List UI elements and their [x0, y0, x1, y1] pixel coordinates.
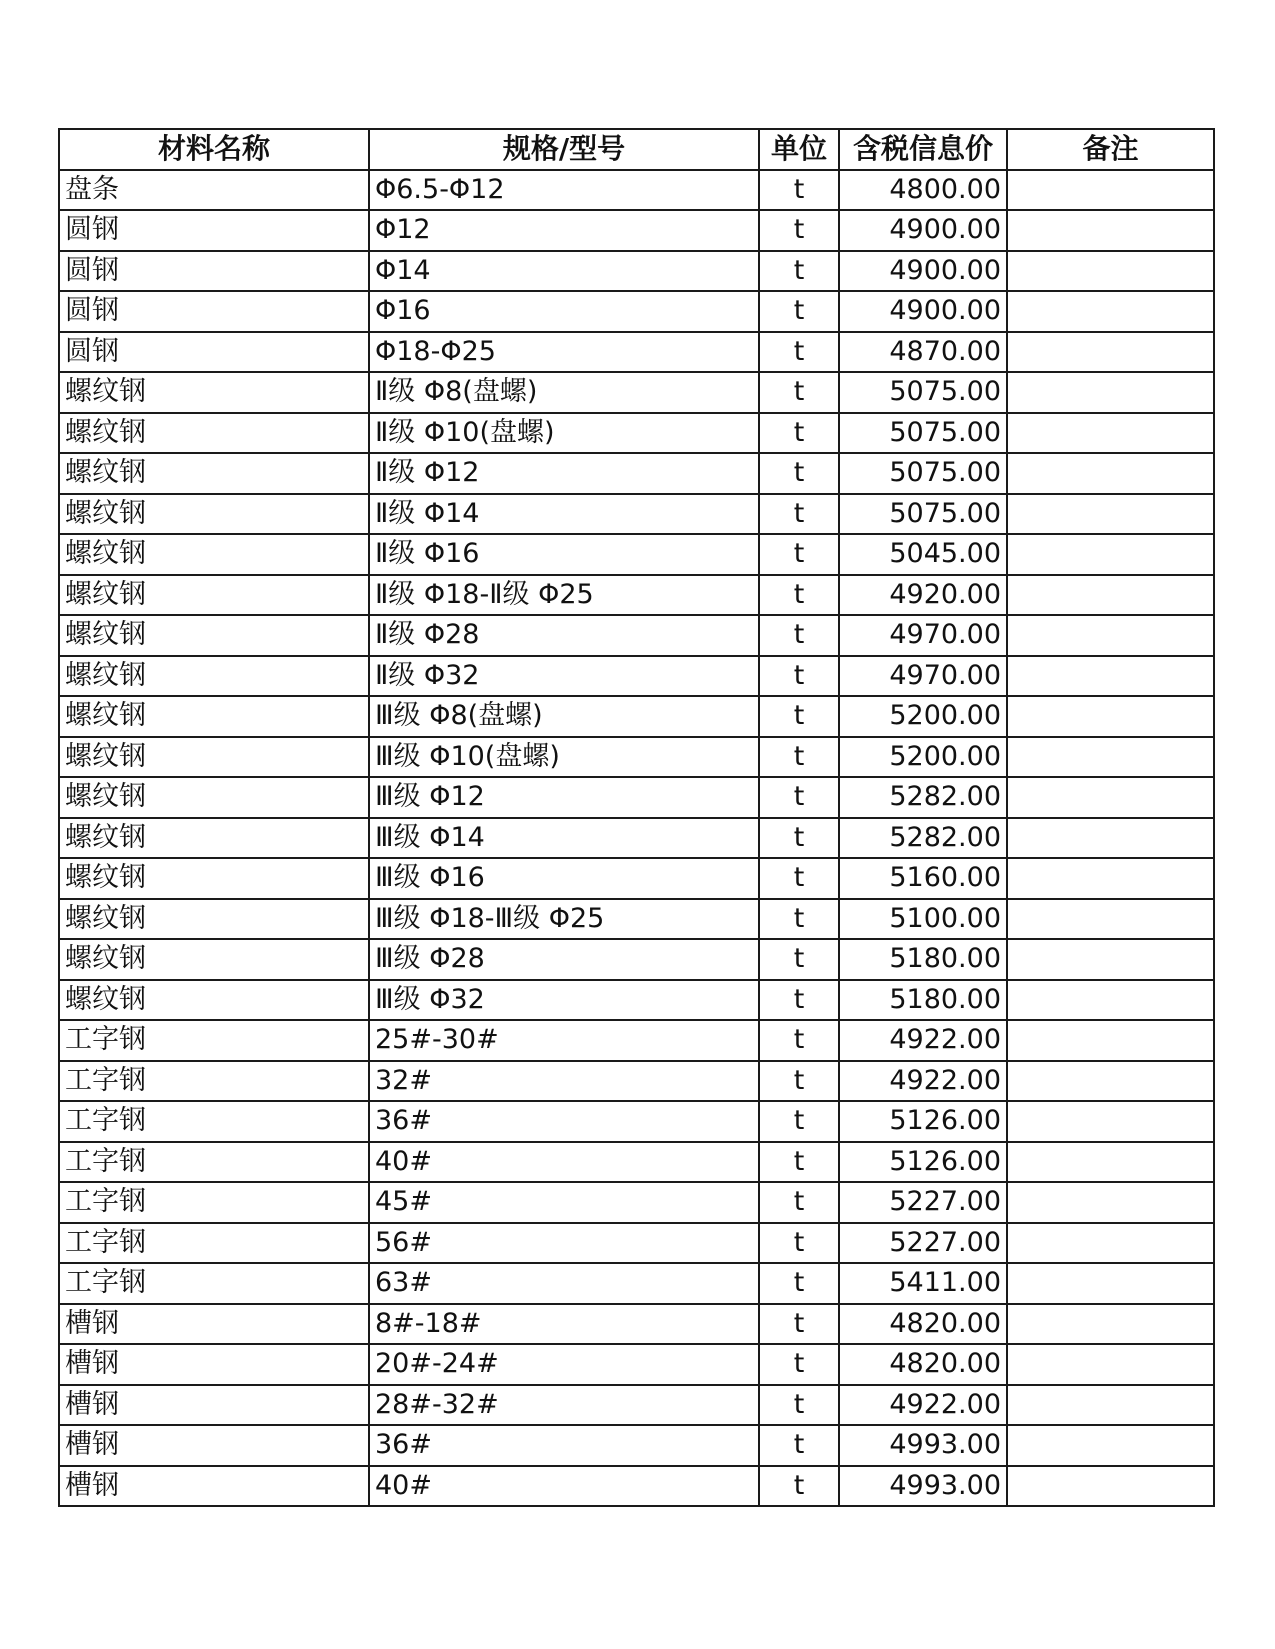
cell-note	[1007, 1466, 1214, 1507]
cell-spec-model: Ⅲ级 Φ10(盘螺)	[369, 737, 759, 778]
cell-unit: t	[759, 1061, 839, 1102]
cell-material-name: 螺纹钢	[59, 899, 369, 940]
cell-material-name: 槽钢	[59, 1385, 369, 1426]
cell-material-name: 工字钢	[59, 1020, 369, 1061]
cell-spec-model: Ⅱ级 Φ12	[369, 453, 759, 494]
table-row	[59, 980, 1214, 1021]
cell-price: 4900.00	[839, 210, 1007, 251]
cell-note	[1007, 980, 1214, 1021]
cell-unit: t	[759, 656, 839, 697]
cell-note	[1007, 858, 1214, 899]
table-row	[59, 1344, 1214, 1385]
table-row	[59, 332, 1214, 373]
cell-unit: t	[759, 1101, 839, 1142]
cell-unit: t	[759, 899, 839, 940]
cell-spec-model: Ⅱ级 Φ16	[369, 534, 759, 575]
cell-spec-model: Φ12	[369, 210, 759, 251]
cell-spec-model: Ⅲ级 Φ28	[369, 939, 759, 980]
cell-spec-model: Ⅲ级 Φ14	[369, 818, 759, 859]
table-row	[59, 210, 1214, 251]
cell-material-name: 圆钢	[59, 291, 369, 332]
cell-material-name: 圆钢	[59, 210, 369, 251]
cell-price: 4970.00	[839, 615, 1007, 656]
table-row	[59, 291, 1214, 332]
cell-material-name: 螺纹钢	[59, 777, 369, 818]
cell-spec-model: 8#-18#	[369, 1304, 759, 1345]
cell-material-name: 螺纹钢	[59, 818, 369, 859]
table-row	[59, 1142, 1214, 1183]
cell-note	[1007, 696, 1214, 737]
table-row	[59, 1182, 1214, 1223]
cell-note	[1007, 1182, 1214, 1223]
table-row	[59, 777, 1214, 818]
cell-material-name: 螺纹钢	[59, 372, 369, 413]
cell-unit: t	[759, 1020, 839, 1061]
table-row	[59, 453, 1214, 494]
cell-unit: t	[759, 210, 839, 251]
table-row	[59, 696, 1214, 737]
cell-material-name: 工字钢	[59, 1101, 369, 1142]
cell-spec-model: Ⅲ级 Φ18-Ⅲ级 Φ25	[369, 899, 759, 940]
table-row	[59, 1304, 1214, 1345]
cell-note	[1007, 332, 1214, 373]
cell-spec-model: 45#	[369, 1182, 759, 1223]
cell-material-name: 螺纹钢	[59, 696, 369, 737]
header-unit: 单位	[759, 129, 839, 170]
price-table	[58, 128, 1215, 1507]
cell-note	[1007, 494, 1214, 535]
cell-spec-model: 36#	[369, 1425, 759, 1466]
cell-price: 5227.00	[839, 1182, 1007, 1223]
table-row	[59, 1101, 1214, 1142]
cell-spec-model: 40#	[369, 1142, 759, 1183]
cell-material-name: 螺纹钢	[59, 939, 369, 980]
cell-note	[1007, 1304, 1214, 1345]
cell-note	[1007, 777, 1214, 818]
cell-price: 4993.00	[839, 1425, 1007, 1466]
cell-unit: t	[759, 696, 839, 737]
header-tax-included-price: 含税信息价	[839, 129, 1007, 170]
table-row	[59, 1020, 1214, 1061]
cell-price: 5227.00	[839, 1223, 1007, 1264]
cell-spec-model: Ⅱ级 Φ8(盘螺)	[369, 372, 759, 413]
cell-price: 5126.00	[839, 1142, 1007, 1183]
cell-unit: t	[759, 453, 839, 494]
cell-unit: t	[759, 939, 839, 980]
cell-spec-model: Φ14	[369, 251, 759, 292]
cell-material-name: 工字钢	[59, 1223, 369, 1264]
cell-price: 4820.00	[839, 1304, 1007, 1345]
cell-note	[1007, 1020, 1214, 1061]
cell-unit: t	[759, 1142, 839, 1183]
table-row	[59, 413, 1214, 454]
cell-unit: t	[759, 1263, 839, 1304]
cell-spec-model: 20#-24#	[369, 1344, 759, 1385]
cell-note	[1007, 291, 1214, 332]
cell-unit: t	[759, 575, 839, 616]
cell-price: 4922.00	[839, 1020, 1007, 1061]
cell-unit: t	[759, 372, 839, 413]
cell-price: 5200.00	[839, 696, 1007, 737]
table-row	[59, 1425, 1214, 1466]
cell-unit: t	[759, 251, 839, 292]
cell-spec-model: Ⅲ级 Φ8(盘螺)	[369, 696, 759, 737]
cell-note	[1007, 1142, 1214, 1183]
cell-material-name: 螺纹钢	[59, 413, 369, 454]
cell-unit: t	[759, 1385, 839, 1426]
cell-unit: t	[759, 818, 839, 859]
cell-price: 5180.00	[839, 980, 1007, 1021]
cell-material-name: 工字钢	[59, 1061, 369, 1102]
cell-note	[1007, 1101, 1214, 1142]
cell-material-name: 螺纹钢	[59, 494, 369, 535]
cell-spec-model: Ⅱ级 Φ28	[369, 615, 759, 656]
cell-note	[1007, 575, 1214, 616]
cell-unit: t	[759, 1425, 839, 1466]
cell-price: 4993.00	[839, 1466, 1007, 1507]
cell-unit: t	[759, 1304, 839, 1345]
table-row	[59, 1263, 1214, 1304]
cell-price: 5045.00	[839, 534, 1007, 575]
cell-price: 5075.00	[839, 453, 1007, 494]
table-row	[59, 939, 1214, 980]
cell-spec-model: 63#	[369, 1263, 759, 1304]
cell-price: 4900.00	[839, 291, 1007, 332]
cell-unit: t	[759, 980, 839, 1021]
table-row	[59, 494, 1214, 535]
cell-material-name: 槽钢	[59, 1304, 369, 1345]
cell-material-name: 槽钢	[59, 1344, 369, 1385]
header-spec-model: 规格/型号	[369, 129, 759, 170]
cell-unit: t	[759, 494, 839, 535]
cell-note	[1007, 1425, 1214, 1466]
table-row	[59, 615, 1214, 656]
table-row	[59, 575, 1214, 616]
cell-spec-model: Ⅱ级 Φ10(盘螺)	[369, 413, 759, 454]
cell-unit: t	[759, 413, 839, 454]
cell-material-name: 盘条	[59, 170, 369, 211]
cell-material-name: 工字钢	[59, 1263, 369, 1304]
cell-spec-model: 28#-32#	[369, 1385, 759, 1426]
cell-price: 4820.00	[839, 1344, 1007, 1385]
cell-spec-model: Φ6.5-Φ12	[369, 170, 759, 211]
cell-unit: t	[759, 1344, 839, 1385]
cell-spec-model: Ⅱ级 Φ32	[369, 656, 759, 697]
cell-unit: t	[759, 1182, 839, 1223]
table-row	[59, 1385, 1214, 1426]
header-note: 备注	[1007, 129, 1214, 170]
cell-price: 5180.00	[839, 939, 1007, 980]
cell-note	[1007, 899, 1214, 940]
table-header	[59, 129, 1214, 170]
table-row	[59, 251, 1214, 292]
cell-material-name: 螺纹钢	[59, 575, 369, 616]
cell-note	[1007, 534, 1214, 575]
cell-material-name: 螺纹钢	[59, 656, 369, 697]
cell-price: 5282.00	[839, 818, 1007, 859]
table-row	[59, 737, 1214, 778]
cell-price: 4870.00	[839, 332, 1007, 373]
cell-spec-model: 56#	[369, 1223, 759, 1264]
header-material-name: 材料名称	[59, 129, 369, 170]
cell-note	[1007, 818, 1214, 859]
cell-unit: t	[759, 858, 839, 899]
cell-spec-model: Ⅱ级 Φ14	[369, 494, 759, 535]
cell-material-name: 圆钢	[59, 332, 369, 373]
cell-spec-model: 40#	[369, 1466, 759, 1507]
table-row	[59, 1466, 1214, 1507]
cell-unit: t	[759, 737, 839, 778]
cell-spec-model: 32#	[369, 1061, 759, 1102]
cell-price: 4922.00	[839, 1061, 1007, 1102]
table-row	[59, 656, 1214, 697]
cell-unit: t	[759, 1223, 839, 1264]
cell-price: 5075.00	[839, 413, 1007, 454]
cell-price: 5282.00	[839, 777, 1007, 818]
cell-material-name: 槽钢	[59, 1466, 369, 1507]
cell-spec-model: Ⅱ级 Φ18-Ⅱ级 Φ25	[369, 575, 759, 616]
cell-price: 5075.00	[839, 372, 1007, 413]
cell-note	[1007, 1263, 1214, 1304]
table-row	[59, 1061, 1214, 1102]
header-row	[59, 129, 1214, 170]
cell-price: 5126.00	[839, 1101, 1007, 1142]
cell-price: 4970.00	[839, 656, 1007, 697]
cell-note	[1007, 251, 1214, 292]
cell-material-name: 工字钢	[59, 1142, 369, 1183]
cell-price: 4920.00	[839, 575, 1007, 616]
cell-material-name: 槽钢	[59, 1425, 369, 1466]
cell-note	[1007, 1223, 1214, 1264]
cell-spec-model: 36#	[369, 1101, 759, 1142]
cell-unit: t	[759, 291, 839, 332]
cell-material-name: 螺纹钢	[59, 737, 369, 778]
cell-note	[1007, 1061, 1214, 1102]
table-row	[59, 1223, 1214, 1264]
cell-price: 4922.00	[839, 1385, 1007, 1426]
cell-price: 4900.00	[839, 251, 1007, 292]
cell-note	[1007, 737, 1214, 778]
cell-price: 5075.00	[839, 494, 1007, 535]
cell-unit: t	[759, 170, 839, 211]
cell-spec-model: Φ16	[369, 291, 759, 332]
cell-unit: t	[759, 1466, 839, 1507]
cell-spec-model: Ⅲ级 Φ12	[369, 777, 759, 818]
cell-material-name: 圆钢	[59, 251, 369, 292]
table-row	[59, 858, 1214, 899]
cell-material-name: 螺纹钢	[59, 615, 369, 656]
cell-note	[1007, 1344, 1214, 1385]
cell-unit: t	[759, 534, 839, 575]
cell-note	[1007, 453, 1214, 494]
cell-note	[1007, 656, 1214, 697]
cell-unit: t	[759, 777, 839, 818]
cell-note	[1007, 939, 1214, 980]
cell-spec-model: Ⅲ级 Φ16	[369, 858, 759, 899]
cell-spec-model: Φ18-Φ25	[369, 332, 759, 373]
cell-material-name: 螺纹钢	[59, 453, 369, 494]
cell-price: 4800.00	[839, 170, 1007, 211]
cell-material-name: 工字钢	[59, 1182, 369, 1223]
cell-price: 5160.00	[839, 858, 1007, 899]
cell-note	[1007, 615, 1214, 656]
cell-unit: t	[759, 615, 839, 656]
cell-unit: t	[759, 332, 839, 373]
cell-spec-model: 25#-30#	[369, 1020, 759, 1061]
table-row	[59, 899, 1214, 940]
cell-note	[1007, 413, 1214, 454]
cell-price: 5200.00	[839, 737, 1007, 778]
cell-material-name: 螺纹钢	[59, 534, 369, 575]
cell-spec-model: Ⅲ级 Φ32	[369, 980, 759, 1021]
cell-price: 5411.00	[839, 1263, 1007, 1304]
table-row	[59, 534, 1214, 575]
table-body	[59, 170, 1214, 1507]
cell-material-name: 螺纹钢	[59, 858, 369, 899]
cell-material-name: 螺纹钢	[59, 980, 369, 1021]
cell-price: 5100.00	[839, 899, 1007, 940]
table-row	[59, 372, 1214, 413]
cell-note	[1007, 170, 1214, 211]
table-row	[59, 818, 1214, 859]
table-row	[59, 170, 1214, 211]
cell-note	[1007, 210, 1214, 251]
cell-note	[1007, 372, 1214, 413]
cell-note	[1007, 1385, 1214, 1426]
